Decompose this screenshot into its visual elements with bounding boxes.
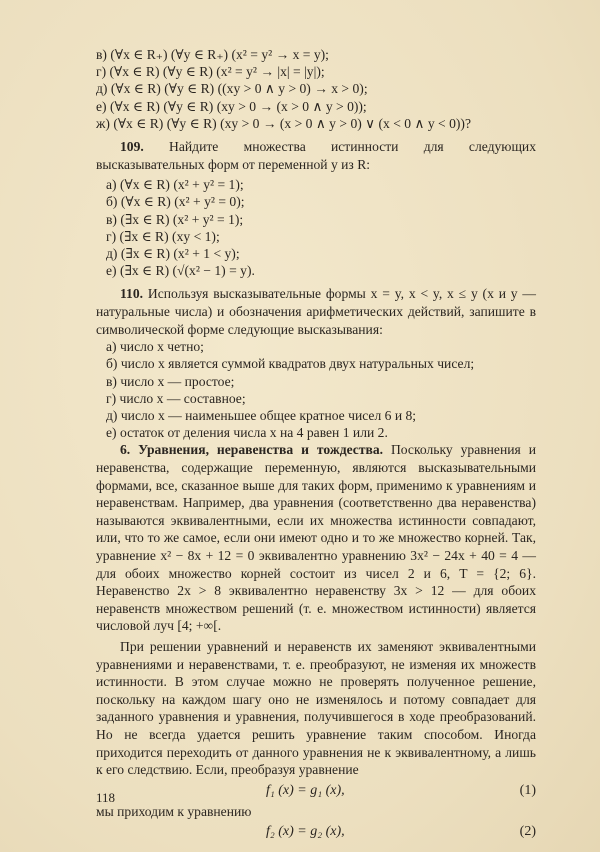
list-item: г) (∀x ∈ R) (∀y ∈ R) (x² = y² → |x| = |y|);	[96, 64, 325, 80]
list-item: б) число x является суммой квадратов двух натуральных чисел;	[106, 356, 475, 372]
section6-para2: При решении уравнений и неравенств их заменяют эквивалентными уравнениями и неравенствами, т. е. преобразуют, не изменяя их множеств истинности. В этом случае можно не проверять полученное решение, поскольку на каждом шагу оно не изменялось и потому совпадает для заданного уравнения и уравнения, получившегося в ходе преобразований. Но не всегда удается решить уравнение таким способом. Иногда приходится переходить от данного уравнения не к эквивалентному, а лишь к его следствию. Если, преобразуя уравнение	[96, 638, 536, 778]
equation-1	[96, 779, 536, 803]
list-item: д) число x — наименьшее общее кратное чисел 6 и 8;	[106, 408, 417, 424]
section6-mid-text: мы приходим к уравнению	[96, 803, 252, 819]
list-item: г) число x — составное;	[106, 390, 246, 406]
task110-text: Используя высказывательные формы x = y, x < y, x ≤ y (x и y — натуральные числа) и обозначения арифметических действий, запишите в символической форме следующие высказывания:	[96, 286, 536, 337]
list-item: е) остаток от деления числа x на 4 равен 1 или 2.	[106, 425, 388, 441]
equation-2-number: (2)	[519, 824, 536, 840]
list-item: д) (∃x ∈ R) (x² + 1 < y);	[106, 246, 240, 262]
section6-text: Поскольку уравнения и неравенства, содержащие переменную, являются высказывательными формами, все, сказанное выше для таких форм, применимо к уравнениям и неравенствам. Например, два уравнения (соответственно два неравенства) называются эквивалентными, если их множества истинности совпадают, или, что то же самое, если они имеют одно и то же множество корней. Так, уравнение x² − 8x + 12 = 0 эквивалентно уравнению 3x² − 24x + 40 = 4 — для обоих множество корней состоит из чисел 2 и 6, T = {2; 6}. Неравенство 2x > 8 эквивалентно неравенству 3x > 12 — для обоих неравенств множеством решений (т. е. множеством истинности) является числовой луч [4; +∞[.	[96, 442, 536, 634]
task108-list	[96, 46, 536, 132]
list-item: б) (∀x ∈ R) (x² + y² = 0);	[106, 194, 245, 210]
equation-2	[96, 820, 536, 844]
list-item: ж) (∀x ∈ R) (∀y ∈ R) (xy > 0 → (x > 0 ∧ y > 0) ∨ (x < 0 ∧ y < 0))?	[96, 115, 471, 131]
task110-number: 110.	[120, 286, 144, 302]
task109-text: Найдите множества истинности для следующих высказывательных форм от переменной y из R:	[96, 139, 536, 172]
task109-items	[96, 176, 536, 279]
list-item: в) число x — простое;	[106, 373, 235, 389]
section6-para1	[96, 441, 536, 635]
list-item: д) (∀x ∈ R) (∀y ∈ R) ((xy > 0 ∧ y > 0) → x > 0);	[96, 81, 368, 97]
task110-statement	[96, 285, 536, 338]
list-item: а) число x четно;	[106, 339, 204, 355]
list-item: а) (∀x ∈ R) (x² + y² = 1);	[106, 177, 244, 193]
equation-2-formula: f₂ (x) = g₂ (x),	[266, 824, 345, 840]
equation-1-formula: f₁ (x) = g₁ (x),	[266, 782, 345, 798]
equation-1-number: (1)	[519, 782, 536, 798]
list-item: в) (∃x ∈ R) (x² + y² = 1);	[106, 211, 244, 227]
list-item: е) (∀x ∈ R) (∀y ∈ R) (xy > 0 → (x > 0 ∧ y > 0));	[96, 98, 367, 114]
list-item: в) (∀x ∈ R₊) (∀y ∈ R₊) (x² = y² → x = y);	[96, 47, 329, 62]
section6-title: 6. Уравнения, неравенства и тождества.	[120, 442, 384, 458]
task110-items	[96, 338, 536, 441]
task109-statement	[96, 138, 536, 173]
list-item: г) (∃x ∈ R) (xy < 1);	[106, 228, 220, 244]
page-number: 118	[96, 790, 116, 805]
task109-number: 109.	[120, 139, 144, 155]
list-item: е) (∃x ∈ R) (√(x² − 1) = y).	[106, 263, 255, 279]
